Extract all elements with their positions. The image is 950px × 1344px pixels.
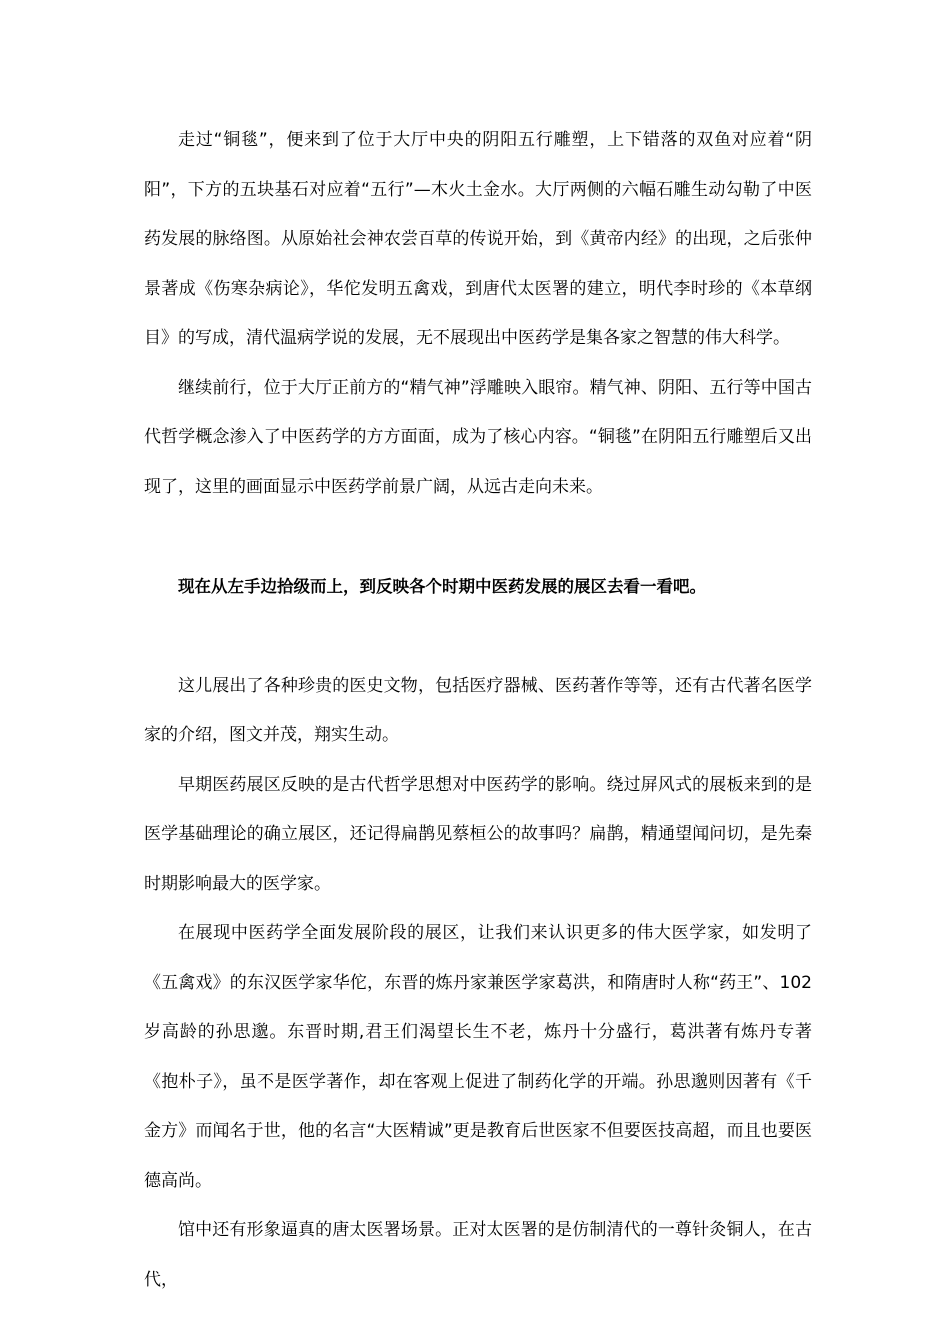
paragraph-tang-imperial-office: 馆中还有形象逼真的唐太医署场景。正对太医署的是仿制清代的一尊针灸铜人，在古代，: [144, 1220, 812, 1290]
paragraph-bold-instruction: 现在从左手边拾级而上，到反映各个时期中医药发展的展区去看一看吧。: [178, 577, 706, 596]
paragraph-great-physicians: 在展现中医药学全面发展阶段的展区，让我们来认识更多的伟大医学家，如发明了《五禽戏》的东汉医学家华佗，东晋的炼丹家兼医学家葛洪，和隋唐时人称“药王”、102 岁高龄的孙思邈。东晋时期,君王们渴望长生不老，炼丹十分盛行，葛洪著有炼丹专著《抱朴子》，虽不是医学著作，却在客观上促进了制药化学的开端。孙思邈则因著有《千金方》而闻名于世，他的名言“大医精诚”更是教育后世医家不但要医技高超，而且也要医德高尚。: [144, 923, 812, 1191]
paragraph-early-medicine: 早期医药展区反映的是古代哲学思想对中医药学的影响。绕过屏风式的展板来到的是医学基础理论的确立展区，还记得扁鹊见蔡桓公的故事吗？扁鹊，精通望闻问切，是先秦时期影响最大的医学家。: [144, 774, 812, 894]
paragraph-jing-qi-shen: 继续前行，位于大厅正前方的“精气神”浮雕映入眼帘。精气神、阴阳、五行等中国古代哲学概念渗入了中医药学的方方面面，成为了核心内容。“铜毯”在阴阳五行雕塑后又出现了，这里的画面显示中医药学前景广阔，从远古走向未来。: [144, 377, 812, 497]
paragraph-yin-yang-sculpture: 走过“铜毯”，便来到了位于大厅中央的阴阳五行雕塑，上下错落的双鱼对应着“阴阳”，下方的五块基石对应着“五行”—木火土金水。大厅两侧的六幅石雕生动勾勒了中医药发展的脉络图。从原始社会神农尝百草的传说开始，到《黄帝内经》的出现，之后张仲景著成《伤寒杂病论》，华佗发明五禽戏，到唐代太医署的建立，明代李时珍的《本草纲目》的写成，清代温病学说的发展，无不展现出中医药学是集各家之智慧的伟大科学。: [144, 130, 812, 348]
document-body: [144, 116, 812, 1305]
paragraph-spacer: [144, 612, 812, 662]
paragraph-spacer: [144, 512, 812, 562]
paragraph-exhibits: 这儿展出了各种珍贵的医史文物，包括医疗器械、医药著作等等，还有古代著名医学家的介绍，图文并茂，翔实生动。: [144, 675, 812, 745]
